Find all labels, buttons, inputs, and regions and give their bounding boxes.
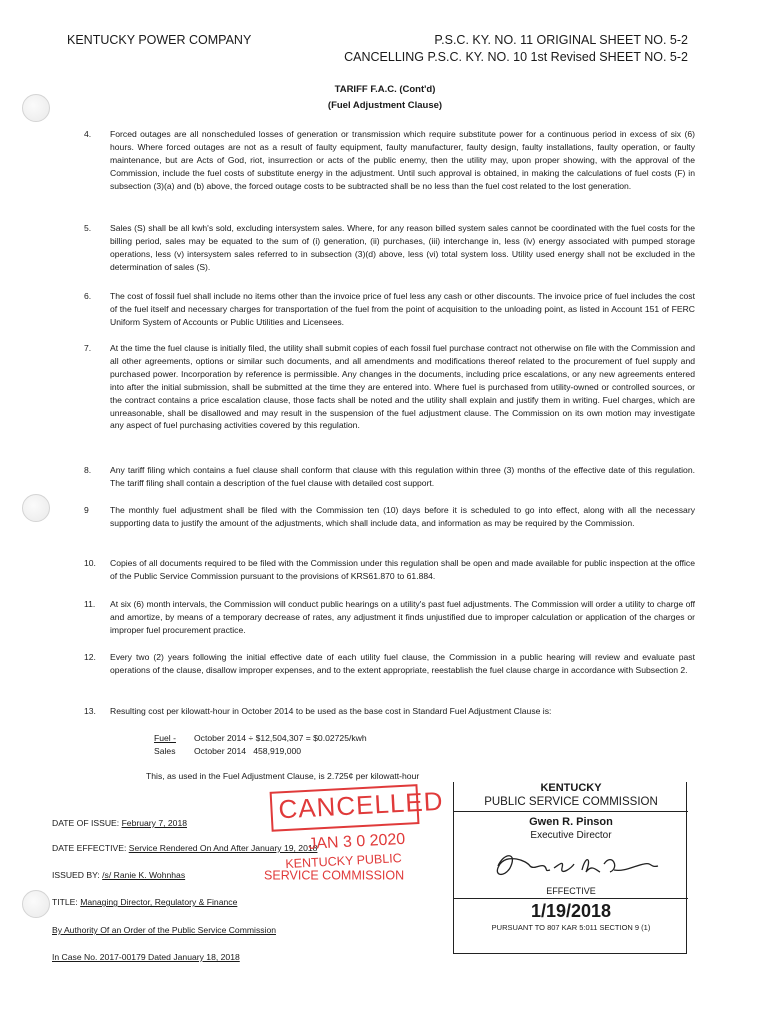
item-paragraph: At the time the fuel clause is initially filed, the utility shall submit copies of each fossil fuel purchase contract not otherwise on file with the Commission and all other agreements, options or similar such documents, and all amendments and modifications thereof related to the procurement of fuel supply and purchased power. Incorporation by reference is permissible. Any changes in the documents, including price escalations, or any new agreements entered into after the initial submission, shall be submitted at the time they are entered into. Where fuel is purchased from utility-owned or controlled sources, or the contract contains a price escalation clause, those facts shall be noted and the utility shall explain and justify them in writing. Fuel charges, which are unreasonable, shall be disallowed and may result in the suspension of the fuel adjustment clause. The Commission on its own motion may investigate any aspect of fuel purchasing activities covered by this regulation. <box>110 343 695 431</box>
tariff-subtitle: (Fuel Adjustment Clause) <box>327 100 443 111</box>
company-name: KENTUCKY POWER COMPANY <box>67 33 252 47</box>
title-label: TITLE: <box>52 897 78 907</box>
psc-state: KENTUCKY <box>540 782 602 794</box>
sales-calc: October 2014 458,919,000 <box>194 746 302 756</box>
item-number: 5. <box>84 223 92 233</box>
item-paragraph: Every two (2) years following the initial effective date of each utility fuel clause, the Commission in a public hearing will review and evaluate past operations of the clause, disallow improper expenses, and to the extent appropriate, reestablish the fuel clause charge in accordance with Subsection 2. <box>110 652 695 675</box>
psc-effective-label: EFFECTIVE <box>546 886 596 896</box>
item-number: 12. <box>84 652 96 662</box>
title-value: Managing Director, Regulatory & Finance <box>80 897 238 907</box>
psc-effective-date: 1/19/2018 <box>530 901 612 921</box>
cancelled-text: CANCELLED <box>277 785 445 825</box>
item-paragraph: Copies of all documents required to be filed with the Commission under this regulation shall be open and made available for public inspection at the office of the Public Service Commission pursuant to the provisions of KRS61.870 to 61.884. <box>110 558 695 581</box>
signature <box>454 844 688 884</box>
item-number: 10. <box>84 558 96 568</box>
item-number: 13. <box>84 706 96 716</box>
title-row <box>52 897 237 907</box>
psc-approval-box <box>453 782 687 954</box>
psc-commission: PUBLIC SERVICE COMMISSION <box>484 796 658 808</box>
item-number: 7. <box>84 343 92 353</box>
item-paragraph: Sales (S) shall be all kwh's sold, excluding intersystem sales. Where, for any reason billed system sales cannot be coordinated with the fuel costs for the billing period, sales may be equated to the sum of (i) generation, (ii) purchases, (iii) interchange in, less (iv) energy associated with pumped storage operations, less (v) intersystem sales referred to in subsection (3)(d) above, less (vi) total system loss. Utility used energy shall not be excluded in the determination of sales (S). <box>110 223 695 272</box>
item-paragraph: Resulting cost per kilowatt-hour in October 2014 to be used as the base cost in Standard Fuel Adjustment Clause is: <box>110 706 552 716</box>
item-paragraph: Any tariff filing which contains a fuel clause shall conform that clause with this regulation within three (3) months of the effective date of this regulation. The tariff filing shall contain a description of the fuel clause with detailed cost support. <box>110 465 695 488</box>
cancelled-stamp <box>256 782 445 891</box>
issued-by-label: ISSUED BY: <box>52 870 100 880</box>
date-of-issue-row <box>52 818 187 828</box>
tariff-title: TARIFF F.A.C. (Cont'd) <box>334 84 436 95</box>
item-number: 4. <box>84 129 92 139</box>
base-cost-note: This, as used in the Fuel Adjustment Clause, is 2.725¢ per kilowatt-hour <box>146 771 420 781</box>
fuel-calc: October 2014 ÷ $12,504,307 = $0.02725/kwh <box>194 733 367 743</box>
item-paragraph: Forced outages are all nonscheduled losses of generation or transmission which require substitute power for a continuous period in excess of six (6) hours. Where forced outages are not as a result of faulty equipment, faulty manufacturer, faulty design, faulty installations, faulty operation, or faulty maintenance, but are Acts of God, riot, insurrection or acts of the public enemy, then the utility may, upon proper showing, with the approval of the Commission, include the fuel costs of substitute energy in the adjustment. Until such approval is obtained, in making the calculations of fuel costs (F) in subsection (3)(a) and (b) above, the forced outage costs to be subtracted shall be no less than the fuel cost related to the lost generation. <box>110 129 695 191</box>
authority-line: By Authority Of an Order of the Public Service Commission <box>52 925 277 935</box>
issued-by-row <box>52 870 185 880</box>
psc-director-name: Gwen R. Pinson <box>529 816 613 828</box>
issued-by-value: /s/ Ranie K. Wohnhas <box>102 870 186 880</box>
punch-hole-middle <box>22 494 50 522</box>
item-number: 8. <box>84 465 92 475</box>
psc-divider-2 <box>454 898 688 899</box>
stamp-line2: SERVICE COMMISSION <box>264 868 405 883</box>
fuel-label: Fuel - <box>154 733 176 743</box>
sales-label: Sales <box>154 746 176 756</box>
item-paragraph: The cost of fossil fuel shall include no items other than the invoice price of fuel less any cash or other discounts. The invoice price of fuel includes the cost of the fuel itself and necessary charges for transportation of the fuel from the point of acquisition to the unloading point, as listed in Account 151 of FERC Uniform System of Accounts or Public Utilities and Licensees. <box>110 291 695 327</box>
item-number: 9 <box>84 505 89 515</box>
item-paragraph: The monthly fuel adjustment shall be filed with the Commission ten (10) days before it is scheduled to go into effect, along with all the necessary supporting data to justify the amount of the adjustments, which shall include data, and information as may be required by the Commission. <box>110 505 695 528</box>
psc-director-role: Executive Director <box>530 830 612 841</box>
psc-pursuant: PURSUANT TO 807 KAR 5:011 SECTION 9 (1) <box>491 923 651 932</box>
date-of-issue-value: February 7, 2018 <box>121 818 188 828</box>
punch-hole-bottom <box>22 890 50 918</box>
case-line: In Case No. 2017-00179 Dated January 18, 2018 <box>52 952 240 962</box>
item-number: 11. <box>84 599 96 609</box>
stamp-date: JAN 3 0 2020 <box>307 830 406 853</box>
sheet-number: P.S.C. KY. NO. 11 ORIGINAL SHEET NO. 5-2 <box>434 33 688 47</box>
stamp-line1: KENTUCKY PUBLIC <box>285 851 403 872</box>
date-effective-label: DATE EFFECTIVE: <box>52 843 127 853</box>
cancelling-sheet: CANCELLING P.S.C. KY. NO. 10 1st Revised SHEET NO. 5-2 <box>344 50 688 64</box>
item-number: 6. <box>84 291 92 301</box>
psc-divider <box>454 811 688 812</box>
date-of-issue-label: DATE OF ISSUE: <box>52 818 120 828</box>
item-paragraph: At six (6) month intervals, the Commission will conduct public hearings on a utility's past fuel adjustments. The Commission will order a utility to charge off and amortize, by means of a temporary decrease of rates, any adjustment it finds unjustified due to improper calculation or application of the charges or improper fuel procurement practice. <box>110 599 695 635</box>
date-effective-value: Service Rendered On And After January 19, 2018 <box>128 843 318 853</box>
